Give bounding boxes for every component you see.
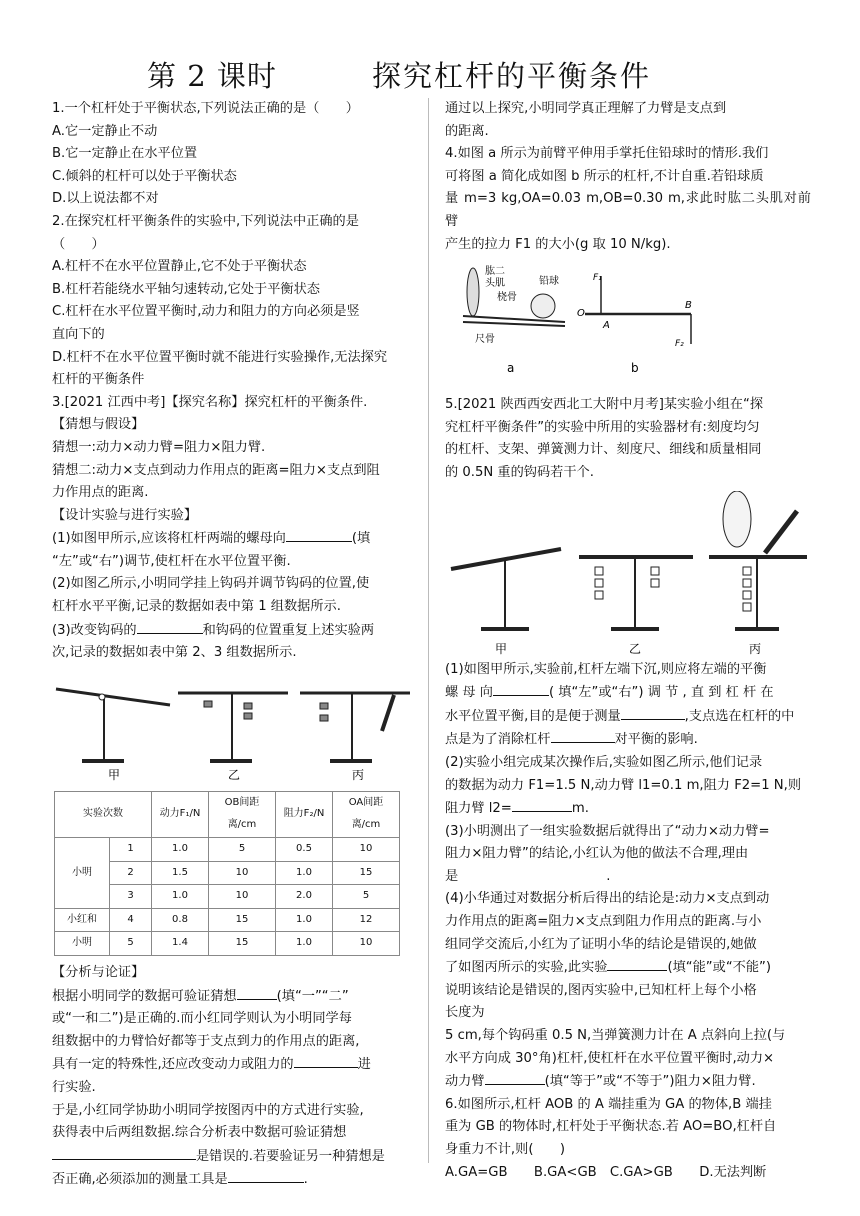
lever-jia: [56, 689, 170, 761]
lever-diagram: [445, 491, 811, 659]
table-cell: 0.5: [276, 838, 333, 862]
q6-line: 重为 GB 的物体时,杠杆处于平衡状态.若 AO=BO,杠杆自: [445, 1119, 777, 1135]
header-cell: OA间距离/cm: [333, 791, 400, 837]
fig-text: B: [685, 300, 692, 312]
q1-line: 1.一个杠杆处于平衡状态,下列说法正确的是（ ）: [52, 101, 359, 116]
data-table: [54, 791, 400, 956]
answer-blank[interactable]: [137, 619, 203, 634]
text: 水平位置平衡,目的是便于测量: [445, 708, 621, 724]
fig-text: A: [603, 320, 610, 332]
table-cell: 10: [209, 861, 276, 885]
text: ,支点选在杠杆的中: [684, 708, 795, 724]
lever-yi: [579, 557, 693, 629]
text: (1)如图甲所示,应该将杠杆两端的螺母向: [52, 531, 286, 547]
analysis-heading: 【分析与论证】: [52, 965, 145, 980]
q6-line: 6.如图所示,杠杆 AOB 的 A 端挂重为 GA 的物体,B 端挂: [445, 1096, 772, 1112]
answer-blank[interactable]: [607, 956, 667, 971]
table-cell: 1.0: [276, 861, 333, 885]
text: 点是为了消除杠杆: [445, 732, 551, 748]
header-cell: 实验次数: [55, 791, 152, 837]
q5-part4: (4)小华通过对数据分析后得出的结论是:动力×支点到动: [445, 891, 770, 907]
fig-label-yi: 乙: [629, 641, 642, 656]
fig-text: 头肌: [485, 278, 505, 290]
header-cell: OB间距离/cm: [209, 791, 276, 837]
answer-blank[interactable]: [493, 681, 549, 696]
table-cell: 2: [110, 861, 152, 885]
table-cell: 2.0: [276, 885, 333, 909]
q1-option: B.它一定静止在水平位置: [52, 146, 198, 162]
step2-line: (2)如图乙所示,小明同学挂上钩码并调节钩码的位置,使: [52, 576, 370, 592]
answer-blank[interactable]: [286, 527, 352, 542]
q3-line: 【设计实验与进行实验】: [52, 507, 198, 523]
fig-text: O: [577, 308, 585, 320]
text: (填“能”或“不能”): [667, 960, 772, 976]
step3-line: 次,记录的数据如表中第 2、3 组数据所示.: [52, 645, 297, 661]
text: (填“一”“二”: [276, 988, 349, 1004]
fig-label-a: a: [507, 361, 515, 376]
analysis-line: 于是,小红同学协助小明同学按图丙中的方式进行实验,: [52, 1102, 364, 1118]
answer-blank[interactable]: [52, 1145, 196, 1160]
table-cell: 1.0: [152, 838, 209, 862]
q1-option: D.以上说法都不对: [52, 191, 159, 207]
q6-line: 身重力不计,则( ): [445, 1142, 565, 1157]
step1-line: “左”或“右”)调节,使杠杆在水平位置平衡.: [52, 553, 291, 569]
forearm-diagram: [445, 262, 811, 394]
table-cell: 15: [209, 908, 276, 932]
q5-line: 究杠杆平衡条件”的实验中所用的实验器材有:刻度均匀: [445, 419, 760, 435]
q4-line: 量 m=3 kg,OA=0.03 m,OB=0.30 m,求此时肱二头肌对前臂: [445, 191, 811, 229]
fig-label-yi: 乙: [228, 767, 241, 782]
q5-line: 5.[2021 陕西西安西北工大附中月考]某实验小组在“探: [445, 397, 764, 413]
text: 进: [357, 1057, 371, 1073]
table-cell: 10: [333, 838, 400, 862]
table-cell: 1.5: [152, 861, 209, 885]
group-cell: 小明: [55, 838, 110, 909]
q5-part1: [445, 705, 811, 729]
table-cell: 1: [110, 838, 152, 862]
q2-option: 直向下的: [52, 326, 105, 342]
q5-part1: [445, 728, 811, 752]
table-row: [55, 908, 400, 932]
q5-part3: (3)小明测出了一组实验数据后就得出了“动力×动力臂=: [445, 823, 770, 839]
q5-part4: 说明该结论是错误的,图丙实验中,已知杠杆上每个小格: [445, 982, 757, 998]
q1-option: C.倾斜的杠杆可以处于平衡状态: [52, 168, 237, 184]
step3-line: [52, 619, 416, 643]
fig-text: 铅球: [539, 276, 559, 288]
answer-blank[interactable]: [621, 705, 685, 720]
fig-label-bing: 丙: [352, 767, 365, 782]
column-divider: [428, 98, 429, 1163]
answer-blank[interactable]: [512, 797, 572, 812]
lever-bing: [300, 693, 410, 761]
analysis-line: [52, 1053, 416, 1077]
lever-figures-right: [445, 491, 811, 659]
page-title: [0, 54, 860, 98]
topic-label: 探究杠杆的平衡条件: [372, 59, 652, 93]
text: 阻力臂 l2=: [445, 801, 512, 817]
q5-line: 的 0.5N 重的钩码若干个.: [445, 464, 594, 480]
fig-text: 肱二: [485, 266, 505, 278]
table-cell: 3: [110, 885, 152, 909]
analysis-line: 组数据中的力臂恰好都等于支点到力的作用点的距离,: [52, 1033, 360, 1049]
analysis-line: [52, 1145, 416, 1169]
text: .: [303, 1172, 308, 1188]
q5-part4: 力作用点的距离=阻力×支点到阻力作用点的距离.与小: [445, 914, 762, 930]
q5-part2: 的数据为动力 F1=1.5 N,动力臂 l1=0.1 m,阻力 F2=1 N,则: [445, 777, 802, 793]
q5-part3: [445, 866, 811, 889]
answer-blank[interactable]: [551, 728, 615, 743]
q3-line: 猜想一:动力×动力臂=阻力×阻力臂.: [52, 439, 266, 455]
table-cell: 0.8: [152, 908, 209, 932]
q6-options: A.GA=GB B.GA<GB C.GA>GB D.无法判断: [445, 1164, 767, 1180]
q2-option: A.杠杆不在水平位置静止,它不处于平衡状态: [52, 259, 307, 275]
fig-text: F₁: [593, 273, 602, 284]
continued-line: 的距离.: [445, 123, 489, 139]
q5-part4: 水平方向成 30°角)杠杆,使杠杆在水平位置平衡时,动力×: [445, 1050, 775, 1066]
q5-part1: [445, 681, 811, 705]
text: 否正确,必须添加的测量工具是: [52, 1172, 228, 1188]
group-cell: 小红和: [55, 908, 110, 932]
table-cell: 4: [110, 908, 152, 932]
step2-line: 杠杆水平平衡,记录的数据如表中第 1 组数据所示.: [52, 599, 341, 615]
text: ( 填“左”或“右”) 调 节 , 直 到 杠 杆 在: [548, 685, 774, 701]
fig-text: F₂: [675, 339, 684, 350]
q5-part3: 阻力×阻力臂”的结论,小红认为他的做法不合理,理由: [445, 846, 749, 862]
q5-part2: [445, 797, 811, 821]
table-cell: 15: [209, 932, 276, 956]
fig-label-bing: 丙: [749, 641, 762, 656]
analysis-line: 或“一和二”)是正确的.而小红同学则认为小明同学每: [52, 1011, 352, 1027]
text: 和钩码的位置重复上述实验两: [202, 622, 375, 638]
header-cell: 动力F₁/N: [152, 791, 209, 837]
analysis-line: 行实验.: [52, 1079, 96, 1095]
analysis-line: 获得表中后两组数据.综合分析表中数据可验证猜想: [52, 1125, 347, 1141]
step1-line: [52, 527, 416, 551]
table-cell: 1.0: [276, 932, 333, 956]
text: m.: [571, 801, 589, 817]
answer-blank[interactable]: [294, 1053, 358, 1068]
q5-line: 的杠杆、支架、弹簧测力计、刻度尺、细线和质量相同: [445, 442, 762, 458]
q5-part4: [445, 956, 811, 980]
answer-blank[interactable]: [485, 1070, 545, 1085]
answer-blank[interactable]: [237, 985, 277, 1000]
table-cell: 5: [110, 932, 152, 956]
table-cell: 1.0: [152, 885, 209, 909]
header-cell: 阻力F₂/N: [276, 791, 333, 837]
text: 是: [445, 868, 459, 884]
text: 动力臂: [445, 1074, 485, 1090]
table-cell: 10: [209, 885, 276, 909]
lever-jia: [451, 549, 561, 629]
lever-bing: [709, 491, 807, 629]
q4-line: 4.如图 a 所示为前臂平伸用手掌托住铅球时的情形.我们: [445, 146, 769, 162]
table-cell: 1.4: [152, 932, 209, 956]
table-cell: 12: [333, 908, 400, 932]
group-cell: 小明: [55, 932, 110, 956]
q3-line: 猜想二:动力×支点到动力作用点的距离=阻力×支点到阻: [52, 462, 380, 478]
lesson-label: 第 2 课时: [147, 59, 277, 93]
table-cell: 15: [333, 861, 400, 885]
fig-label-jia: 甲: [108, 767, 121, 782]
text: .: [606, 868, 611, 884]
q5-part1: (1)如图甲所示,实验前,杠杆左端下沉,则应将左端的平衡: [445, 661, 767, 677]
lever-yi: [178, 693, 288, 761]
table-cell: 1.0: [276, 908, 333, 932]
text: 对平衡的影响.: [614, 732, 698, 748]
lever-b: [585, 276, 691, 344]
q2-option: C.杠杆在水平位置平衡时,动力和阻力的方向必须是竖: [52, 304, 360, 320]
fig-text: 尺骨: [475, 334, 495, 346]
text: 根据小明同学的数据可验证猜想: [52, 988, 237, 1004]
answer-blank[interactable]: [228, 1168, 304, 1183]
q5-part4: [445, 1070, 811, 1094]
lever-figures-left: [52, 671, 416, 783]
table-cell: 10: [333, 932, 400, 956]
table-row: [55, 838, 400, 862]
fig-text: 桡骨: [497, 292, 517, 304]
analysis-line: [52, 1168, 416, 1192]
text: 具有一定的特殊性,还应改变动力或阻力的: [52, 1057, 294, 1073]
q2-line: 2.在探究杠杆平衡条件的实验中,下列说法中正确的是: [52, 213, 359, 229]
table-header-row: [55, 791, 400, 837]
fig-label-b: b: [631, 361, 639, 376]
text: (填“等于”或“不等于”)阻力×阻力臂.: [544, 1074, 756, 1090]
q5-part4: 长度为: [445, 1005, 485, 1021]
text: (3)改变钩码的: [52, 622, 137, 638]
q1-option: A.它一定静止不动: [52, 123, 158, 139]
forearm-figure: [445, 262, 811, 394]
q3-line: 3.[2021 江西中考]【探究名称】探究杠杆的平衡条件.: [52, 394, 368, 410]
q4-line: 可将图 a 简化成如图 b 所示的杠杆,不计自重.若铅球质: [445, 168, 764, 184]
right-column: [445, 98, 811, 1184]
continued-line: 通过以上探究,小明同学真正理解了力臂是支点到: [445, 101, 727, 116]
fig-label-jia: 甲: [495, 641, 508, 656]
text: 螺 母 向: [445, 685, 493, 701]
q2-option: 杠杆的平衡条件: [52, 372, 145, 388]
q5-part4: 5 cm,每个钩码重 0.5 N,当弹簧测力计在 A 点斜向上拉(与: [445, 1028, 786, 1044]
analysis-line: [52, 985, 416, 1009]
q3-line: 力作用点的距离.: [52, 485, 149, 501]
q4-line: 产生的拉力 F1 的大小(g 取 10 N/kg).: [445, 236, 671, 252]
q2-option: B.杠杆若能绕水平轴匀速转动,它处于平衡状态: [52, 281, 320, 297]
q2-option: D.杠杆不在水平位置平衡时就不能进行实验操作,无法探究: [52, 349, 388, 365]
q3-line: 【猜想与假设】: [52, 417, 145, 433]
text: 了如图丙所示的实验,此实验: [445, 960, 608, 976]
lever-diagram: [52, 671, 416, 783]
table-cell: 5: [209, 838, 276, 862]
text: (填: [351, 531, 371, 547]
q2-line: （ ）: [52, 236, 105, 252]
table-row: [55, 932, 400, 956]
q5-part4: 组同学交流后,小红为了证明小华的结论是错误的,她做: [445, 936, 757, 952]
left-column: [52, 98, 416, 1192]
table-cell: 5: [333, 885, 400, 909]
text: 是错误的.若要验证另一种猜想是: [196, 1148, 385, 1164]
q5-part2: (2)实验小组完成某次操作后,实验如图乙所示,他们记录: [445, 754, 763, 770]
